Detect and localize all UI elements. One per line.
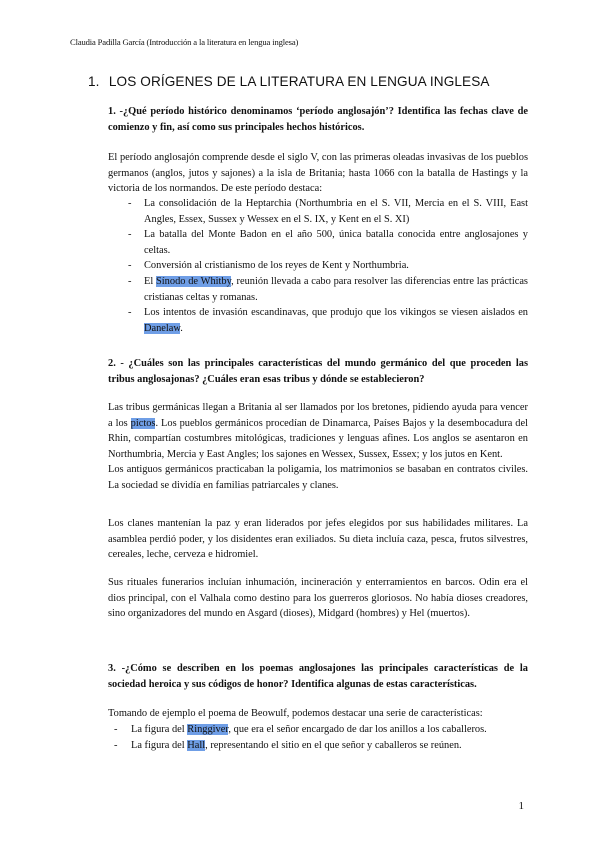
q3-intro: Tomando de ejemplo el poema de Beowulf, podemos destacar una serie de características:	[108, 708, 483, 719]
highlight-hall: Hall	[187, 739, 206, 751]
question-2: 2. - ¿Cuáles son las principales características del mundo germánico del que proceden las tribus anglosajonas? ¿Cuáles eran esas tribus y dónde se establecieron?	[108, 358, 528, 385]
highlight-ringgiver: Ringgiver	[187, 724, 229, 735]
q3-list	[108, 722, 528, 753]
list-item: - La figura del Hall, representando el sitio en el que señor y caballeros se reúnen.	[108, 738, 528, 754]
question-1: 1. -¿Qué período histórico denominamos ‘período anglosajón’? Identifica las fechas clave de comienzo y fin, así como sus principales hechos históricos.	[108, 106, 528, 133]
q1-list	[108, 196, 528, 336]
section-title: LOS ORÍGENES DE LA LITERATURA EN LENGUA INGLESA	[108, 74, 490, 89]
section-number: 1.	[88, 74, 100, 89]
question-3: 3. -¿Cómo se describen en los poemas anglosajones las principales características de la sociedad heroica y sus códigos de honor? Identifica algunas de estas características.	[108, 663, 528, 690]
section-heading	[88, 74, 490, 89]
q2-paragraph-2: Los clanes mantenían la paz y eran liderados por jefes elegidos por sus habilidades militares. La asamblea perdió poder, y los disidentes eran exiliados. Su dieta incluía caza, pesca, frutos silvestres, cereales, leche, cerveza e hidromiel.	[108, 518, 528, 561]
list-item: - El Sínodo de Whitby, reunión llevada a cabo para resolver las diferencias entre las prácticas cristianas celtas y romanas.	[108, 274, 528, 305]
page-header: Claudia Padilla García (Introducción a la literatura en lengua inglesa)	[70, 37, 299, 47]
list-item: - La batalla del Monte Badon en el año 500, única batalla conocida entre anglosajones y celtas.	[108, 227, 528, 258]
q2-paragraph-3: Sus rituales funerarios incluían inhumación, incineración y enterramientos en barcos. Odin era el dios principal, con el Valhala como destino para los guerreros gloriosos. No había dioses creadores, sino organizadores del mundo en Asgard (dioses), Midgard (hombres) y Hel (muertos).	[108, 577, 528, 620]
highlight-pictos: pictos	[130, 417, 156, 429]
page-number: 1	[518, 800, 524, 812]
highlight-sinodo: Sínodo de Whitby	[156, 275, 232, 287]
highlight-danelaw: Danelaw	[144, 322, 181, 334]
list-item: - La figura del Ringgiver, que era el señor encargado de dar los anillos a los caballeros.	[108, 722, 528, 738]
list-item: - Conversión al cristianismo de los reyes de Kent y Northumbria.	[108, 258, 528, 274]
list-item: - Los intentos de invasión escandinavas, que produjo que los vikingos se viesen aislados en Danelaw.	[108, 305, 528, 336]
q2-paragraph-1: Las tribus germánicas llegan a Britania al ser llamados por los bretones, pidiendo ayuda para vencer a los pictos. Los pueblos germánicos procedían de Dinamarca, Países Bajos y la desembocadura del Rhin, compartían costumbres mitológicas, tradiciones y lenguas afines. Los anglos se asentaron en Northumbria, Mercia y East Angles; los sajones en Wessex, Sussex, Essex; y los jutos en Kent. Los antiguos germánicos practicaban la poligamia, los matrimonios se basaban en contratos civiles. La sociedad se dividía en familias patriarcales y clanes.	[108, 402, 528, 491]
q1-intro: El período anglosajón comprende desde el siglo V, con las primeras oleadas invasivas de los pueblos germanos (anglos, jutos y sajones) a la isla de Britania; hasta 1066 con la batalla de Hastings y la victoria de los normandos. De este período destaca:	[108, 152, 528, 195]
list-item: - La consolidación de la Heptarchia (Northumbria en el S. VII, Mercia en el S. VIII, East Angles, Essex, Sussex y Wessex en el S. IX, y Kent en el S. XI)	[108, 196, 528, 227]
